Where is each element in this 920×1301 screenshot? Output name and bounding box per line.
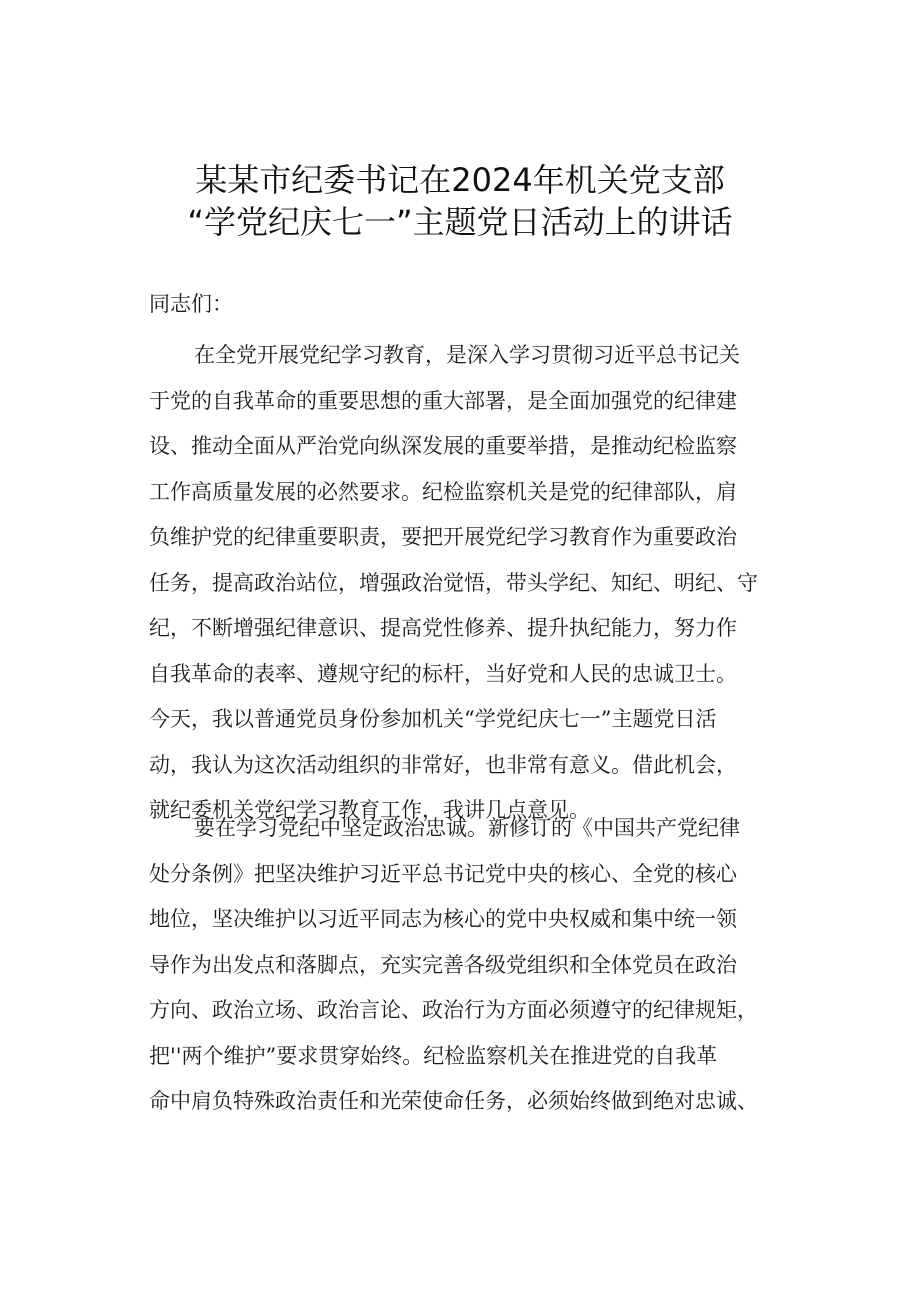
paragraph-1 — [149, 333, 829, 834]
paragraph-line: 在全党开展党纪学习教育，是深入学习贯彻习近平总书记关 — [194, 343, 740, 367]
paragraph-line: 方向、政治立场、政治言论、政治行为方面必须遵守的纪律规矩， — [149, 998, 758, 1022]
paragraph-line: 今天，我以普通党员身份参加机关“学党纪庆七一”主题党日活 — [149, 707, 717, 731]
paragraph-line: 地位，坚决维护以习近平同志为核心的党中央权威和集中统一领 — [149, 907, 737, 931]
paragraph-line: 就纪委机关党纪学习教育工作，我讲几点意见。 — [149, 798, 590, 822]
document-title-line1: 某某市纪委书记在2024年机关党支部 — [195, 161, 725, 199]
paragraph-line: 纪，不断增强纪律意识、提高党性修养、提升执纪能力，努力作 — [149, 616, 737, 640]
paragraph-line: 于党的自我革命的重要思想的重大部署，是全面加强党的纪律建 — [149, 388, 737, 413]
paragraph-line: 要在学习党纪中坚定政治忠诚。新修订的《中国共产党纪律 — [194, 816, 740, 840]
document-title-line2: “学党纪庆七一”主题党日活动上的讲话 — [187, 203, 733, 241]
paragraph-line: 任务，提高政治站位，增强政治觉悟，带头学纪、知纪、明纪、守 — [149, 570, 758, 595]
paragraph-line: 动，我认为这次活动组织的非常好，也非常有意义。借此机会， — [149, 752, 737, 777]
paragraph-line: 工作高质量发展的必然要求。纪检监察机关是党的纪律部队，肩 — [149, 479, 737, 504]
paragraph-line: 负维护党的纪律重要职责，要把开展党纪学习教育作为重要政治 — [149, 525, 737, 549]
salutation: 同志们： — [149, 292, 233, 316]
paragraph-line: 设、推动全面从严治党向纵深发展的重要举措，是推动纪检监察 — [149, 434, 737, 458]
paragraph-line: 处分条例》把坚决维护习近平总书记党中央的核心、全党的核心 — [149, 861, 737, 886]
paragraph-2 — [149, 806, 829, 1125]
paragraph-line: 命中肩负特殊政治责任和光荣使命任务，必须始终做到绝对忠诚、 — [149, 1089, 758, 1113]
paragraph-line: 导作为出发点和落脚点，充实完善各级党组织和全体党员在政治 — [149, 952, 737, 977]
paragraph-line: 自我革命的表率、遵规守纪的标杆，当好党和人民的忠诚卫士。 — [149, 661, 737, 686]
paragraph-line: 把''两个维护”要求贯穿始终。纪检监察机关在推进党的自我革 — [149, 1043, 718, 1068]
